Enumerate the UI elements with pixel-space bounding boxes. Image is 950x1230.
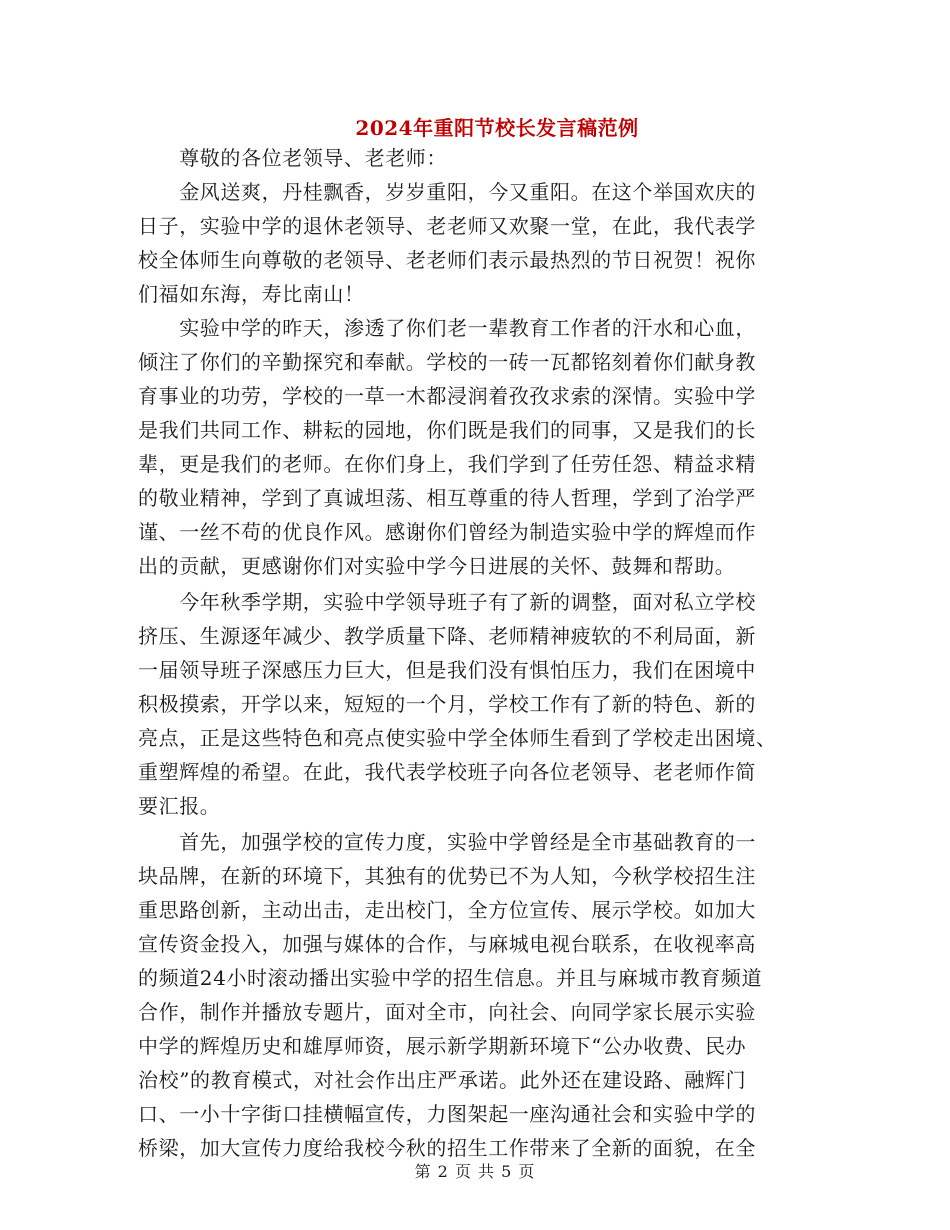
body-line: 校全体师生向尊敬的老领导、老老师们表示最热烈的节日祝贺！祝你 <box>138 248 756 272</box>
body-line: 亮点，正是这些特色和亮点使实验中学全体师生看到了学校走出困境、 <box>138 726 777 750</box>
body-line: 口、一小十字街口挂横幅宣传，力图架起一座沟通社会和实验中学的 <box>138 1102 756 1126</box>
body-line: 实验中学的昨天，渗透了你们老一辈教育工作者的汗水和心血， <box>138 316 756 340</box>
body-line: 辈，更是我们的老师。在你们身上，我们学到了任劳任怨、精益求精 <box>138 452 756 476</box>
page-number-footer: 第 2 页 共 5 页 <box>414 1162 536 1181</box>
body-line: 首先，加强学校的宣传力度，实验中学曾经是全市基础教育的一 <box>138 830 756 854</box>
body-line: 要汇报。 <box>138 794 221 818</box>
body-line: 积极摸索，开学以来，短短的一个月，学校工作有了新的特色、新的 <box>138 692 756 716</box>
page-title: 2024年重阳节校长发言稿范例 <box>355 116 639 140</box>
body-line: 合作，制作并播放专题片，面对全市，向社会、向同学家长展示实验 <box>138 1000 756 1024</box>
body-line: 一届领导班子深感压力巨大，但是我们没有惧怕压力，我们在困境中 <box>138 658 756 682</box>
body-line: 出的贡献，更感谢你们对实验中学今日进展的关怀、鼓舞和帮助。 <box>138 554 736 578</box>
body-line: 的频道24小时滚动播出实验中学的招生信息。并且与麻城市教育频道 <box>138 966 763 990</box>
body-line: 重思路创新，主动出击，走出校门，全方位宣传、展示学校。如加大 <box>138 898 756 922</box>
body-line: 中学的辉煌历史和雄厚师资，展示新学期新环境下“公办收费、民办 <box>138 1034 747 1058</box>
body-line: 尊敬的各位老领导、老老师： <box>138 146 447 170</box>
body-line: 日子，实验中学的退休老领导、老老师又欢聚一堂，在此，我代表学 <box>138 214 756 238</box>
body-line: 倾注了你们的辛勤探究和奉献。学校的一砖一瓦都铭刻着你们献身教 <box>138 350 756 374</box>
body-line: 的敬业精神，学到了真诚坦荡、相互尊重的待人哲理，学到了治学严 <box>138 486 756 510</box>
body-line: 金风送爽，丹桂飘香，岁岁重阳，今又重阳。在这个举国欢庆的 <box>138 180 756 204</box>
body-line: 育事业的功劳，学校的一草一木都浸润着孜孜求索的深情。实验中学 <box>138 384 756 408</box>
body-line: 们福如东海，寿比南山！ <box>138 282 365 306</box>
body-line: 是我们共同工作、耕耘的园地，你们既是我们的同事，又是我们的长 <box>138 418 756 442</box>
body-line: 谨、一丝不苟的优良作风。感谢你们曾经为制造实验中学的辉煌而作 <box>138 520 756 544</box>
body-line: 重塑辉煌的希望。在此，我代表学校班子向各位老领导、老老师作简 <box>138 760 756 784</box>
body-line: 块品牌，在新的环境下，其独有的优势已不为人知，今秋学校招生注 <box>138 864 756 888</box>
body-line: 挤压、生源逐年减少、教学质量下降、老师精神疲软的不利局面，新 <box>138 624 756 648</box>
body-line: 今年秋季学期，实验中学领导班子有了新的调整，面对私立学校 <box>138 590 756 614</box>
body-line: 桥梁，加大宣传力度给我校今秋的招生工作带来了全新的面貌，在全 <box>138 1136 756 1160</box>
body-line: 治校”的教育模式，对社会作出庄严承诺。此外还在建设路、融辉门 <box>138 1068 747 1092</box>
body-line: 宣传资金投入，加强与媒体的合作，与麻城电视台联系，在收视率高 <box>138 932 756 956</box>
